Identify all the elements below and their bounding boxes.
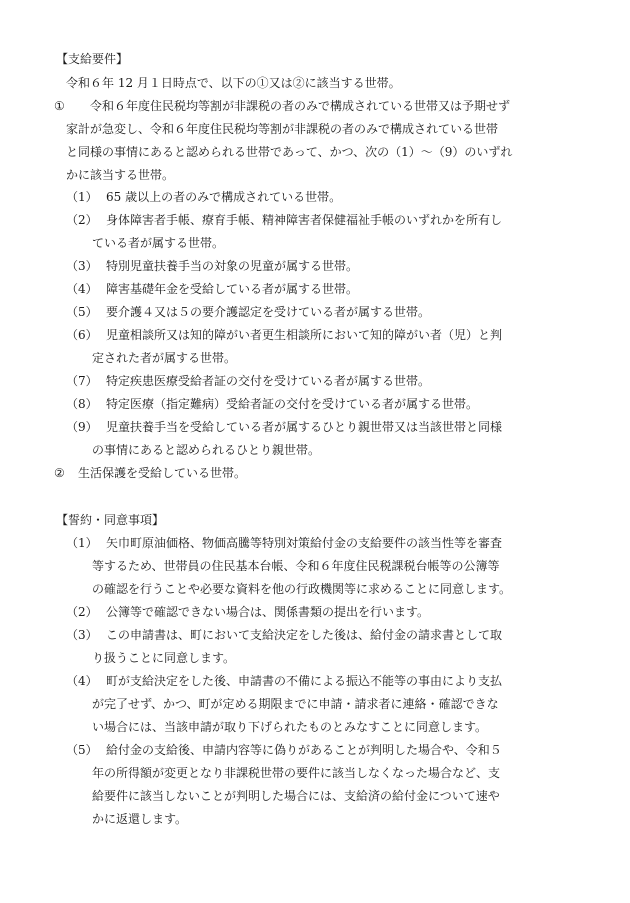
pledge-item-text: い場合には、当該申請が取り下げられたものとみなすことに同意します。 bbox=[92, 720, 488, 734]
pledge-item-text: り扱うことに同意します。 bbox=[92, 651, 236, 665]
pledge-item-text: 等するため、世帯員の住民基本台帳、令和６年度住民税課税台帳等の公簿等 bbox=[92, 559, 500, 573]
condition-item-text: 児童相談所又は知的障がい者更生相談所において知的障がい者（児）と判 bbox=[106, 328, 503, 342]
pledge-item-text: の確認を行うことや必要な資料を他の行政機関等に求めることに同意します。 bbox=[92, 582, 512, 596]
requirements-intro: 令和６年 12 月１日時点で、以下の①又は②に該当する世帯。 bbox=[66, 76, 401, 90]
condition-1-marker: ① bbox=[54, 99, 65, 113]
condition-item-text: 定された者が属する世帯。 bbox=[92, 351, 237, 365]
condition-item-text: の事情にあると認められるひとり親世帯。 bbox=[92, 443, 321, 457]
condition-1-text-line: 令和６年度住民税均等割が非課税の者のみで構成されている世帯又は予期せず bbox=[90, 99, 511, 113]
pledge-item-text: かに返還します。 bbox=[92, 812, 188, 826]
condition-item-text: 身体障害者手帳、療育手帳、精神障害者保健福祉手帳のいずれかを所有し bbox=[106, 213, 503, 227]
condition-2-text: 生活保護を受給している世帯。 bbox=[78, 466, 247, 480]
condition-item-number: （6） bbox=[66, 328, 98, 342]
pledge-item-text: 町が支給決定をした後、申請書の不備による振込不能等の事由により支払 bbox=[106, 674, 503, 688]
condition-item-number: （8） bbox=[66, 397, 98, 411]
condition-1-text-line: かに該当する世帯。 bbox=[66, 168, 175, 182]
condition-item-text: 障害基礎年金を受給している者が属する世帯。 bbox=[106, 282, 359, 296]
pledge-heading: 【誓約・同意事項】 bbox=[56, 513, 165, 527]
pledge-item-text: 給要件に該当しないことが判明した場合には、支給済の給付金について速や bbox=[92, 789, 500, 803]
pledge-item-number: （2） bbox=[66, 605, 98, 619]
condition-item-text: 特別児童扶養手当の対象の児童が属する世帯。 bbox=[106, 259, 359, 273]
condition-item-number: （1） bbox=[66, 190, 98, 204]
condition-1-text-line: 家計が急変し、令和６年度住民税均等割が非課税の者のみで構成されている世帯 bbox=[66, 122, 499, 136]
pledge-item-text: 年の所得額が変更となり非課税世帯の要件に該当しなくなった場合など、支 bbox=[92, 766, 501, 780]
condition-item-text: ている者が属する世帯。 bbox=[92, 236, 225, 250]
condition-item-number: （7） bbox=[66, 374, 98, 388]
pledge-item-text: 公簿等で確認できない場合は、関係書類の提出を行います。 bbox=[106, 605, 430, 619]
pledge-item-text: 矢巾町原油価格、物価高騰等特別対策給付金の支給要件の該当性等を審査 bbox=[106, 536, 503, 550]
condition-item-text: 65 歳以上の者のみで構成されている世帯。 bbox=[106, 190, 342, 204]
condition-item-number: （4） bbox=[66, 282, 98, 296]
condition-item-text: 特定疾患医療受給者証の交付を受けている者が属する世帯。 bbox=[106, 374, 431, 388]
requirements-heading: 【支給要件】 bbox=[56, 52, 129, 66]
condition-item-text: 要介護４又は５の要介護認定を受けている者が属する世帯。 bbox=[106, 305, 431, 319]
pledge-item-text: この申請書は、町において支給決定をした後は、給付金の請求書として取 bbox=[106, 628, 503, 642]
pledge-item-number: （3） bbox=[66, 628, 98, 642]
condition-1-text-line: と同様の事情にあると認められる世帯であって、かつ、次の（1）～（9）のいずれ bbox=[66, 145, 513, 159]
pledge-item-number: （4） bbox=[66, 674, 98, 688]
condition-2-marker: ② bbox=[54, 466, 65, 480]
condition-item-number: （2） bbox=[66, 213, 98, 227]
condition-item-number: （5） bbox=[66, 305, 98, 319]
condition-item-text: 特定医療（指定難病）受給者証の交付を受けている者が属する世帯。 bbox=[106, 397, 479, 411]
pledge-item-number: （1） bbox=[66, 536, 98, 550]
pledge-item-number: （5） bbox=[66, 743, 98, 757]
condition-item-number: （9） bbox=[66, 420, 98, 434]
pledge-item-text: 給付金の支給後、申請内容等に偽りがあることが判明した場合や、令和５ bbox=[106, 743, 502, 757]
condition-item-number: （3） bbox=[66, 259, 98, 273]
condition-item-text: 児童扶養手当を受給している者が属するひとり親世帯又は当該世帯と同様 bbox=[106, 420, 503, 434]
pledge-item-text: が完了せず、かつ、町が定める期限までに申請・請求者に連絡・確認できな bbox=[92, 697, 499, 711]
